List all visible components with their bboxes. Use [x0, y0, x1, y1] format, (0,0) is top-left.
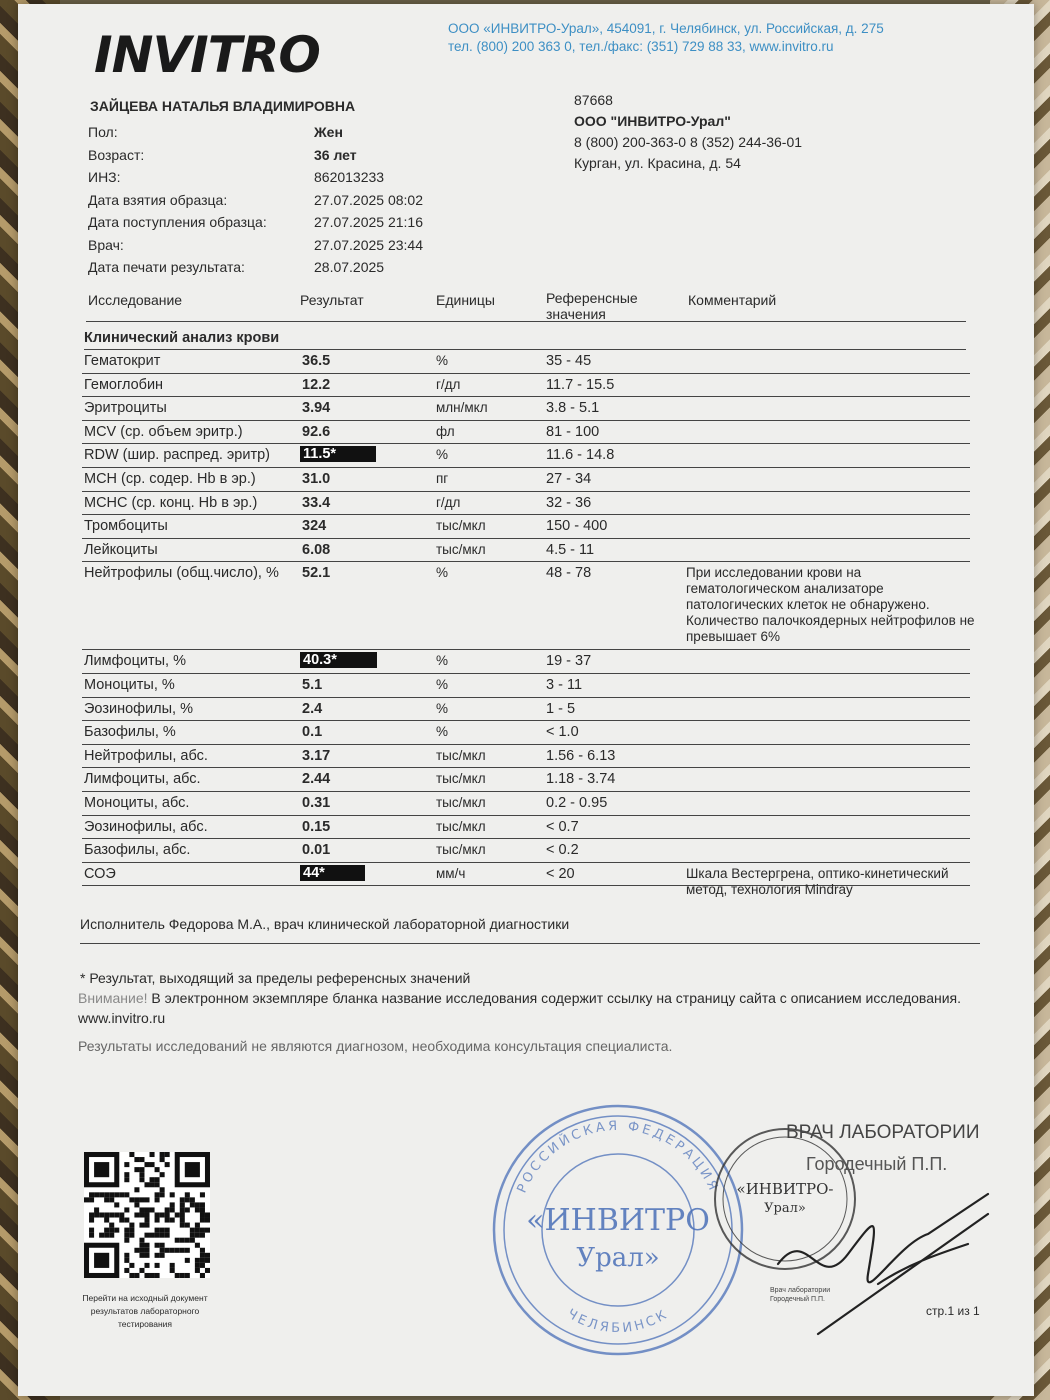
patient-field-row: [88, 214, 423, 237]
result-value: 2.44: [302, 771, 331, 788]
study-name[interactable]: Моноциты, %: [84, 676, 175, 693]
table-row: [82, 721, 970, 745]
patient-field-row: [88, 237, 423, 260]
reference-range: 3 - 11: [546, 676, 583, 693]
lab-report-sheet: [18, 4, 1034, 1396]
reference-range: 1 - 5: [546, 700, 576, 717]
results-table: [82, 350, 975, 897]
result-value: 36.5: [302, 353, 331, 369]
result-units: г/дл: [436, 376, 461, 392]
study-name[interactable]: MCV (ср. объем эритр.): [84, 423, 243, 440]
header-reference: [546, 290, 638, 322]
patient-info: [88, 124, 423, 282]
doctor-stamp-line1: «ИНВИТРО-: [736, 1180, 834, 1198]
stamp-top-text: РОССИЙСКАЯ ФЕДЕРАЦИЯ: [514, 1118, 722, 1196]
patient-field-label: Дата печати результата:: [88, 259, 245, 275]
patient-field-value: Жен: [314, 124, 343, 140]
study-name[interactable]: Эритроциты: [84, 400, 167, 417]
disclaimer: Результаты исследований не являются диагнозом, необходима консультация специалиста.: [78, 1038, 673, 1054]
table-row: [82, 863, 970, 897]
table-row: [82, 745, 970, 769]
table-row: [82, 674, 970, 698]
table-row: [82, 350, 970, 374]
table-row: [82, 515, 970, 539]
study-name[interactable]: Эозинофилы, %: [84, 700, 194, 717]
result-value: 44*: [300, 865, 365, 881]
study-name[interactable]: СОЭ: [84, 865, 116, 882]
result-value: 52.1: [302, 565, 331, 582]
result-units: фл: [436, 423, 455, 439]
notice-text: В электронном экземпляре бланка название исследования содержит ссылку на страницу сайта с описанием исследования. www.invitro.ru: [78, 990, 962, 1026]
result-value: 324: [302, 518, 327, 535]
doctor-name: Городечный П.П.: [806, 1154, 948, 1174]
reference-range: 4.5 - 11: [546, 541, 595, 558]
company-phones: тел. (800) 200 363 0, тел./факс: (351) 729 88 33, www.invitro.ru: [448, 39, 834, 54]
result-value: 0.31: [302, 794, 331, 811]
patient-field-label: Дата поступления образца:: [88, 214, 267, 230]
header-result: Результат: [300, 292, 364, 308]
patient-name: ЗАЙЦЕВА НАТАЛЬЯ ВЛАДИМИРОВНА: [90, 98, 356, 114]
result-units: %: [436, 724, 449, 740]
table-row: [82, 792, 970, 816]
table-header: [86, 286, 966, 322]
table-row: [82, 539, 970, 563]
study-name[interactable]: Базофилы, %: [84, 724, 176, 741]
table-row: [82, 650, 970, 674]
patient-field-row: [88, 147, 423, 170]
page-number: стр.1 из 1: [926, 1304, 980, 1318]
result-value: 0.15: [302, 818, 331, 835]
table-row: [82, 374, 970, 398]
notice: [78, 988, 988, 1028]
patient-field-row: [88, 169, 423, 192]
stamp-center-line2: Урал»: [576, 1243, 660, 1273]
executor-line: Исполнитель Федорова М.А., врач клинической лабораторной диагностики: [80, 916, 980, 944]
reference-range: < 20: [546, 865, 575, 882]
stamp-center-line1: «ИНВИТРО: [526, 1203, 710, 1238]
result-units: пг: [436, 470, 449, 486]
patient-field-value: 27.07.2025 21:16: [314, 214, 423, 230]
study-name[interactable]: Гемоглобин: [84, 376, 164, 393]
result-units: тыс/мкл: [436, 518, 486, 534]
result-value: 11.5*: [300, 446, 376, 462]
patient-field-row: [88, 259, 423, 282]
qr-caption: Перейти на исходный документ результатов лабораторного тестирования: [82, 1293, 208, 1329]
lab-address: Курган, ул. Красина, д. 54: [574, 155, 741, 171]
table-row: [82, 468, 970, 492]
qr-code[interactable]: [84, 1152, 210, 1278]
table-row: [82, 839, 970, 863]
result-units: %: [436, 653, 449, 669]
patient-field-row: [88, 192, 423, 215]
table-row: [82, 397, 970, 421]
study-name[interactable]: MCH (ср. содер. Hb в эр.): [84, 470, 256, 487]
result-value: 92.6: [302, 423, 331, 440]
reference-range: 0.2 - 0.95: [546, 794, 608, 811]
result-value: 31.0: [302, 470, 331, 487]
patient-field-value: 27.07.2025 08:02: [314, 191, 423, 208]
doctor-small-line1: Врач лаборатории: [770, 1287, 831, 1294]
study-name[interactable]: RDW (шир. распред. эритр): [84, 447, 270, 464]
section-title: Клинический анализ крови: [84, 330, 966, 350]
result-units: %: [436, 676, 449, 692]
patient-field-value: 28.07.2025: [314, 259, 385, 275]
result-value: 12.2: [302, 376, 331, 393]
lab-code: 87668: [574, 92, 613, 108]
svg-text:ЧЕЛЯБИНСК: [564, 1307, 671, 1337]
table-row: [82, 562, 975, 650]
result-value: 0.1: [302, 724, 323, 741]
footnote: * Результат, выходящий за пределы референсных значений: [80, 970, 471, 986]
patient-field-value: 27.07.2025 23:44: [314, 236, 423, 253]
reference-range: 48 - 78: [546, 565, 592, 582]
result-units: тыс/мкл: [436, 541, 486, 557]
result-units: мм/ч: [436, 865, 466, 881]
result-units: тыс/мкл: [436, 771, 486, 787]
reference-range: 11.6 - 14.8: [546, 447, 615, 464]
reference-range: 27 - 34: [546, 470, 592, 487]
result-value: 3.94: [302, 400, 331, 417]
lab-info: [574, 90, 802, 174]
header-comment: Комментарий: [688, 292, 777, 308]
patient-field-label: Врач:: [88, 236, 124, 253]
patient-field-row: [88, 124, 423, 147]
result-value: 3.17: [302, 747, 331, 764]
result-value: 5.1: [302, 676, 323, 693]
result-units: тыс/мкл: [436, 794, 486, 810]
stamp-bottom-text: ЧЕЛЯБИНСК: [564, 1306, 672, 1337]
result-units: г/дл: [436, 494, 461, 510]
reference-range: 1.18 - 3.74: [546, 771, 616, 788]
result-units: %: [436, 353, 449, 368]
patient-field-label: Возраст:: [88, 146, 145, 163]
reference-range: < 1.0: [546, 724, 579, 741]
result-units: %: [436, 447, 449, 463]
patient-field-label: Пол:: [88, 124, 118, 140]
study-name[interactable]: Гематокрит: [84, 353, 161, 369]
result-units: млн/мкл: [436, 400, 488, 416]
doctor-small-line2: Городечный П.П.: [770, 1296, 825, 1303]
result-units: %: [436, 565, 449, 581]
study-name[interactable]: Моноциты, абс.: [84, 794, 190, 811]
result-value: 2.4: [302, 700, 323, 717]
study-name[interactable]: Лимфоциты, абс.: [84, 771, 201, 788]
result-value: 0.01: [302, 842, 331, 859]
header-study: Исследование: [88, 292, 183, 308]
study-name[interactable]: Лейкоциты: [84, 541, 158, 558]
logo-text: INVITRO: [94, 26, 320, 84]
result-value: 6.08: [302, 541, 331, 558]
patient-field-label: Дата взятия образца:: [88, 191, 228, 208]
lab-name: ООО "ИНВИТРО-Урал": [574, 113, 731, 129]
reference-range: < 0.2: [546, 842, 579, 859]
invitro-logo: [94, 26, 320, 84]
lab-phones: 8 (800) 200-363-0 8 (352) 244-36-01: [574, 134, 803, 150]
reference-range: 3.8 - 5.1: [546, 400, 600, 417]
reference-range: 81 - 100: [546, 423, 600, 440]
study-name[interactable]: Базофилы, абс.: [84, 842, 191, 859]
doctor-stamp-line2: Урал»: [764, 1201, 806, 1216]
comment: Шкала Вестергрена, оптико-кинетический метод, технология Mindray: [686, 865, 949, 897]
patient-field-value: 862013233: [314, 169, 385, 185]
patient-field-label: ИНЗ:: [88, 169, 121, 185]
table-row: [82, 768, 970, 792]
comment: При исследовании крови на гематологическом анализаторе патологических клеток не обнаружено. Количество палочкоядерных нейтрофилов не превышает 6%: [686, 565, 975, 645]
result-units: %: [436, 700, 449, 716]
header-units: Единицы: [436, 292, 495, 308]
result-units: тыс/мкл: [436, 842, 486, 858]
doctor-title: ВРАЧ ЛАБОРАТОРИИ: [786, 1122, 980, 1143]
study-name[interactable]: Тромбоциты: [84, 518, 168, 535]
study-name[interactable]: Эозинофилы, абс.: [84, 818, 208, 835]
header-reference-line1: Референсные: [546, 290, 638, 306]
table-row: [82, 698, 970, 722]
reference-range: 35 - 45: [546, 353, 592, 369]
reference-range: 150 - 400: [546, 518, 608, 535]
patient-field-value: 36 лет: [314, 146, 357, 163]
reference-range: 1.56 - 6.13: [546, 747, 616, 764]
study-name[interactable]: MCHC (ср. конц. Hb в эр.): [84, 494, 258, 511]
result-units: тыс/мкл: [436, 818, 486, 834]
result-value: 33.4: [302, 494, 331, 511]
reference-range: 32 - 36: [546, 494, 592, 511]
reference-range: 11.7 - 15.5: [546, 376, 615, 393]
notice-warning: Внимание!: [78, 990, 148, 1006]
header-reference-line2: значения: [546, 306, 606, 322]
table-row: [82, 816, 970, 840]
result-value: 40.3*: [300, 652, 377, 668]
company-header: [448, 20, 884, 56]
signature: [758, 1184, 998, 1344]
reference-range: 19 - 37: [546, 653, 592, 670]
table-row: [82, 421, 970, 445]
company-address: ООО «ИНВИТРО-Урал», 454091, г. Челябинск, ул. Российская, д. 275: [448, 21, 884, 36]
table-row: [82, 444, 970, 468]
table-row: [82, 492, 970, 516]
study-name[interactable]: Лимфоциты, %: [84, 653, 186, 670]
study-name[interactable]: Нейтрофилы (общ.число), %: [84, 565, 279, 582]
study-name[interactable]: Нейтрофилы, абс.: [84, 747, 208, 764]
result-units: тыс/мкл: [436, 747, 486, 763]
round-stamp: [490, 1102, 746, 1358]
reference-range: < 0.7: [546, 818, 579, 835]
